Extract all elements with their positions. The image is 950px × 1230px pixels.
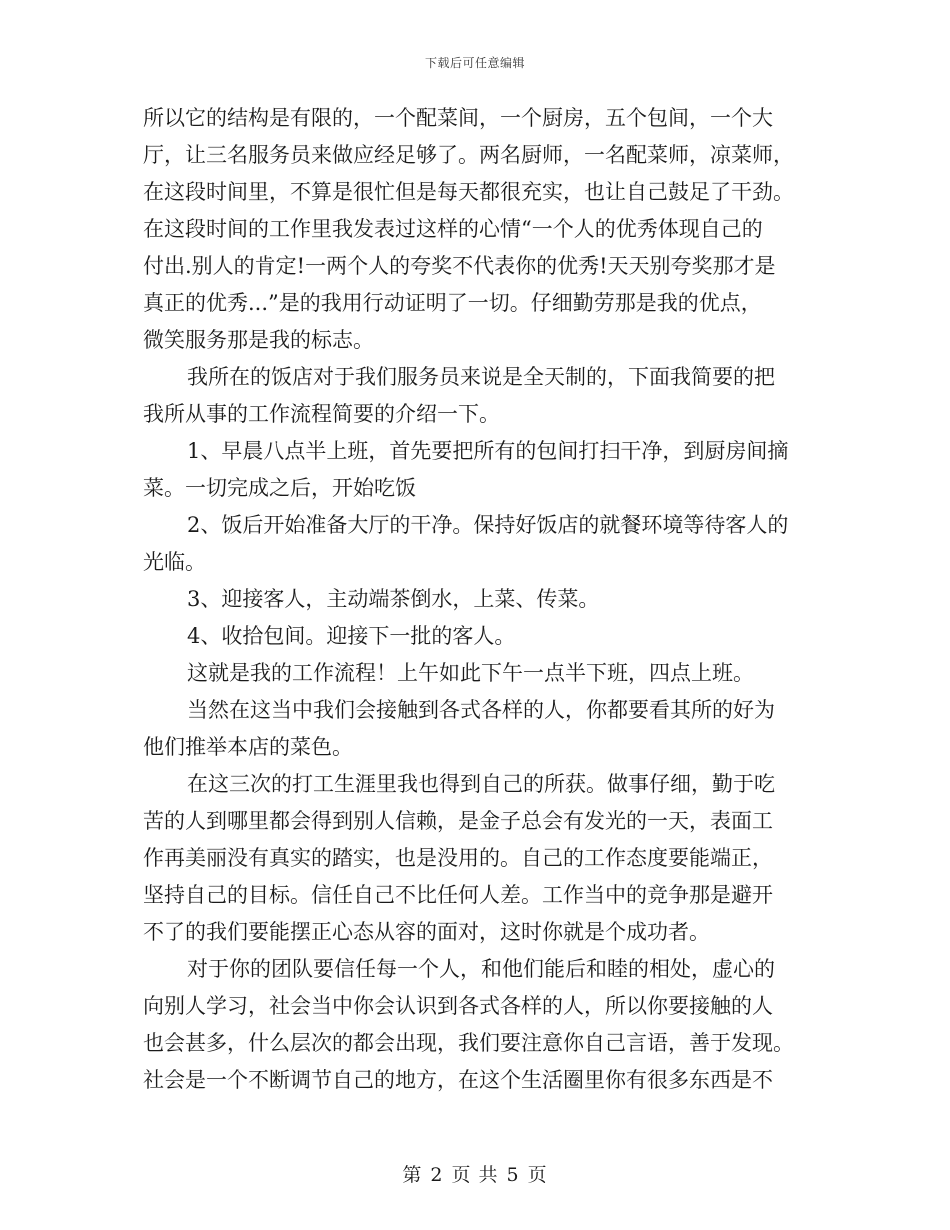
text-line: 当然在这当中我们会接触到各式各样的人，你都要看其所的好为 <box>187 698 775 722</box>
text-line: 苦的人到哪里都会得到别人信赖，是金子总会有发光的一天，表面工 <box>143 809 773 833</box>
text-line: 在这段时间里，不算是很忙但是每天都很充实，也让自己鼓足了干劲。 <box>143 180 794 204</box>
text-line: 他们推举本店的菜色。 <box>143 735 353 759</box>
document-body <box>143 100 811 1099</box>
text-line: 4、收拾包间。迎接下一批的客人。 <box>187 624 516 648</box>
text-line: 对于你的团队要信任每一个人，和他们能后和睦的相处，虚心的 <box>187 957 775 981</box>
text-line: 我所在的饭店对于我们服务员来说是全天制的，下面我简要的把 <box>187 365 775 389</box>
text-line: 这就是我的工作流程！上午如此下午一点半下班，四点上班。 <box>187 661 754 685</box>
text-line: 不了的我们要能摆正心态从容的面对，这时你就是个成功者。 <box>143 920 710 944</box>
footer-prefix: 第 <box>402 1164 423 1186</box>
page-footer <box>0 1160 950 1187</box>
text-line: 我所从事的工作流程简要的介绍一下。 <box>143 402 500 426</box>
text-line: 微笑服务那是我的标志。 <box>143 328 374 352</box>
text-line: 向别人学习，社会当中你会认识到各式各样的人，所以你要接触的人 <box>143 994 773 1018</box>
text-line: 社会是一个不断调节自己的地方，在这个生活圈里你有很多东西是不 <box>143 1068 773 1092</box>
text-line: 付出.别人的肯定!一两个人的夸奖不代表你的优秀!天天别夸奖那才是 <box>143 254 776 278</box>
text-line: 1、早晨八点半上班，首先要把所有的包间打扫干净，到厨房间摘 <box>187 439 789 463</box>
page-header-note: 下载后可任意编辑 <box>424 56 525 70</box>
text-line: 在这三次的打工生涯里我也得到自己的所获。做事仔细，勤于吃 <box>187 772 775 796</box>
text-line: 3、迎接客人，主动端茶倒水，上菜、传菜。 <box>187 587 600 611</box>
footer-total-pages: 5 <box>506 1164 520 1186</box>
text-line: 光临。 <box>143 550 206 574</box>
text-line: 也会甚多，什么层次的都会出现，我们要注意你自己言语，善于发现。 <box>143 1031 794 1055</box>
text-line: 2、饭后开始准备大厅的干净。保持好饭店的就餐环境等待客人的 <box>187 513 789 537</box>
text-line: 在这段时间的工作里我发表过这样的心情“一个人的优秀体现自己的 <box>143 217 763 241</box>
text-line: 所以它的结构是有限的，一个配菜间，一个厨房，五个包间，一个大 <box>143 106 773 130</box>
text-line: 作再美丽没有真实的踏实，也是没用的。自己的工作态度要能端正， <box>143 846 773 870</box>
text-line: 坚持自己的目标。信任自己不比任何人差。工作当中的竞争那是避开 <box>143 883 773 907</box>
footer-middle: 页 共 <box>451 1164 499 1186</box>
text-line: 厅，让三名服务员来做应经足够了。两名厨师，一名配菜师，凉菜师， <box>143 143 794 167</box>
footer-suffix: 页 <box>527 1164 548 1186</box>
footer-page-number: 2 <box>430 1164 444 1186</box>
text-line: 真正的优秀...”是的我用行动证明了一切。仔细勤劳那是我的优点， <box>143 291 762 315</box>
text-line: 菜。一切完成之后，开始吃饭 <box>143 476 416 500</box>
